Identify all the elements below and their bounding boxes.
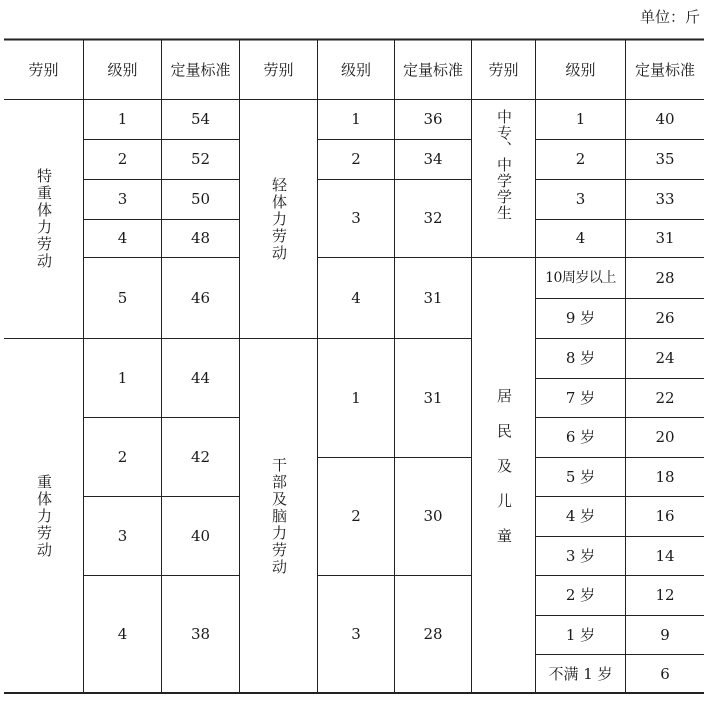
table-cell-level: 1 岁: [565, 625, 596, 644]
table-cell-standard: 6: [660, 664, 670, 683]
table-cell-level: 2 岁: [565, 586, 596, 604]
labor-type-residents-children-text: 居民及儿童: [495, 388, 513, 563]
table-cell-standard: 44: [190, 368, 211, 387]
table-cell-level: 3: [351, 209, 361, 227]
table-cell-level: 1: [575, 110, 586, 128]
table-cell-standard: 42: [190, 447, 211, 466]
table-cell-standard: 36: [423, 110, 443, 128]
table-cell-standard: 35: [655, 150, 675, 168]
header-level-1: 级别: [107, 60, 138, 79]
table-cell-level: 5: [117, 288, 128, 307]
table-cell-standard: 32: [423, 209, 443, 227]
table-cell-level: 6 岁: [565, 428, 596, 446]
table-cell-standard: 28: [655, 268, 675, 287]
table-cell-standard: 52: [190, 150, 211, 168]
header-level-3: 级别: [565, 60, 596, 79]
table-cell-standard: 16: [655, 507, 675, 525]
labor-type-light-text: 轻体力劳动: [270, 176, 288, 262]
table-cell-level: 3: [117, 190, 128, 208]
table-cell-standard: 31: [655, 229, 675, 247]
header-standard-3: 定量标准: [634, 60, 695, 79]
table-cell-level: 2: [351, 150, 361, 168]
header-standard-1: 定量标准: [170, 60, 231, 79]
table-cell-level: 4: [575, 229, 586, 247]
table-cell-standard: 24: [655, 349, 675, 367]
unit-label: 单位：斤: [639, 8, 700, 26]
table-cell-level: 4: [351, 288, 361, 307]
labor-type-students: [472, 100, 535, 257]
table-cell-level: 3: [117, 526, 128, 545]
table-cell-standard: 40: [190, 526, 211, 545]
table-cell-level: 5 岁: [565, 467, 596, 486]
table-cell-standard: 46: [190, 288, 211, 307]
table-cell-level: 4 岁: [565, 507, 596, 525]
table-cell-level: 3: [351, 625, 361, 643]
header-labor-type-2: 劳别: [263, 60, 294, 79]
labor-type-light: [240, 100, 317, 338]
table-cell-standard: 26: [655, 309, 675, 327]
header-level-2: 级别: [340, 60, 371, 79]
table-cell-level: 2: [117, 150, 128, 168]
table-cell-standard: 9: [660, 625, 670, 644]
table-cell-level: 3 岁: [565, 546, 596, 565]
labor-type-heavy: [4, 339, 83, 693]
table-cell-level: 2: [351, 507, 361, 525]
table-cell-standard: 50: [190, 190, 211, 208]
table-cell-standard: 31: [423, 288, 443, 307]
table-cell-level: 4: [117, 229, 128, 247]
table-cell-standard: 38: [190, 625, 211, 643]
table-cell-standard: 22: [655, 388, 675, 407]
table-cell-standard: 54: [190, 110, 211, 128]
table-cell-level: 不满 1 岁: [548, 664, 613, 683]
table-cell-level: 1: [351, 388, 361, 407]
table-cell-level: 3: [575, 190, 586, 208]
table-cell-standard: 18: [655, 467, 675, 486]
labor-type-residents-children: [472, 258, 535, 693]
table-cell-standard: 34: [423, 150, 443, 168]
table-cell-level: 2: [575, 150, 586, 168]
table-cell-standard: 30: [423, 507, 443, 525]
table-cell-standard: 12: [655, 586, 675, 604]
table-cell-level: 4: [117, 625, 128, 643]
table-cell-standard: 31: [423, 388, 443, 407]
labor-type-extra-heavy: [4, 100, 83, 338]
table-cell-standard: 48: [190, 229, 211, 247]
table-cell-standard: 33: [655, 190, 675, 208]
table-cell-standard: 14: [655, 546, 675, 565]
table-cell-standard: 28: [423, 625, 443, 643]
labor-type-extra-heavy-text: 特重体力劳动: [35, 168, 53, 270]
table-cell-level: 1: [117, 110, 128, 128]
labor-type-students-text: 中专、中学学生: [495, 108, 513, 221]
table-cell-level: 7 岁: [565, 388, 596, 407]
table-cell-level: 2: [117, 447, 128, 466]
table-cell-standard: 20: [655, 428, 675, 446]
table-cell-level: 10周岁以上: [545, 270, 616, 286]
table-cell-level: 8 岁: [565, 349, 596, 367]
table-cell-level: 1: [351, 110, 361, 128]
table-cell-level: 9 岁: [565, 309, 596, 327]
labor-type-heavy-text: 重体力劳动: [35, 473, 53, 559]
table-cell-standard: 40: [655, 110, 675, 128]
table-cell-level: 1: [117, 368, 128, 387]
labor-type-cadre-mental: [240, 339, 317, 693]
header-labor-type-1: 劳别: [28, 60, 59, 79]
header-standard-2: 定量标准: [402, 60, 463, 79]
labor-type-cadre-mental-text: 干部及脑力劳动: [270, 456, 288, 576]
header-labor-type-3: 劳别: [488, 60, 519, 79]
